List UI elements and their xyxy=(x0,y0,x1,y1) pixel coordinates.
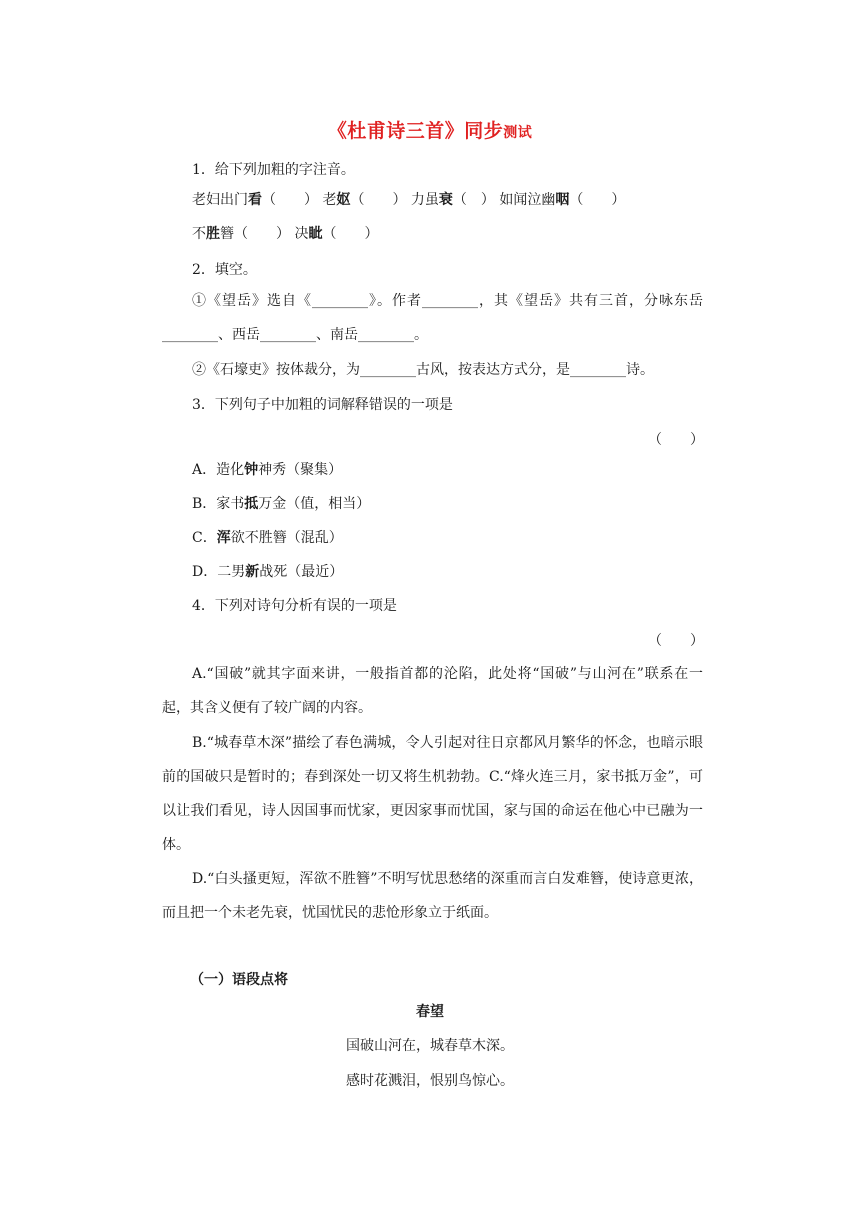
q1-item-6: 决眦（ ） xyxy=(294,226,379,242)
q1-item-2: 老妪（ ） xyxy=(322,192,407,208)
q3-option-c: C．浑欲不胜簪（混乱） xyxy=(192,530,343,546)
q1-row2 xyxy=(192,224,378,244)
q1-heading: 1．给下列加粗的字注音。 xyxy=(192,162,355,178)
page-title xyxy=(0,116,860,143)
q4-option-a: A.“国破”就其字面来讲，一般指首都的沦陷，此处将“国破”与山河在”联系在一起，其含义便有了较广阔的内容。 xyxy=(162,666,703,716)
q1-item-5: 不胜簪（ ） xyxy=(192,226,290,242)
title-suffix: 测试 xyxy=(503,125,533,141)
poem-title: 春望 xyxy=(416,1004,444,1020)
q3-answer-paren: （ ） xyxy=(648,432,704,448)
q1-item-1: 老妇出门看（ ） xyxy=(192,192,318,208)
q2-heading: 2．填空。 xyxy=(192,262,257,278)
q3-heading: 3．下列句子中加粗的词解释错误的一项是 xyxy=(192,397,453,413)
q3-option-b: B．家书抵万金（值，相当） xyxy=(192,496,371,512)
q2-item-1: ①《望岳》选自《________》。作者________，其《望岳》共有三首，分咏东岳________、西岳________、南岳________。 xyxy=(162,293,703,343)
q3-option-a: A．造化钟神秀（聚集） xyxy=(192,462,343,478)
q1-item-4: 如闻泣幽咽（ ） xyxy=(499,192,626,208)
q1-item-3: 力虽衰（ ） xyxy=(410,192,495,208)
q4-option-d: D.“白头搔更短，浑欲不胜簪”不明写忧思愁绪的深重而言白发难簪，使诗意更浓，而且把一个未老先衰，忧国忧民的悲怆形象立于纸面。 xyxy=(162,871,703,921)
q3-option-d: D．二男新战死（最近） xyxy=(192,564,344,580)
q2-item-2: ②《石壕吏》按体裁分，为________古风，按表达方式分，是________诗。 xyxy=(192,362,654,378)
q4-answer-paren: （ ） xyxy=(648,633,704,649)
q4-heading: 4．下列对诗句分析有误的一项是 xyxy=(192,598,397,614)
q1-row1 xyxy=(192,190,625,210)
poem-line-1: 国破山河在，城春草木深。 xyxy=(346,1038,514,1054)
q4-option-b-c: B.“城春草木深”描绘了春色满城，令人引起对往日京都风月繁华的怀念，也暗示眼前的国破只是暂时的；春到深处一切又将生机勃勃。C.“烽火连三月，家书抵万金”，可以让我们看见，诗人因国事而忧家，更因家事而忧国，家与国的命运在他心中已融为一体。 xyxy=(162,735,703,853)
poem-line-2: 感时花溅泪，恨别鸟惊心。 xyxy=(346,1073,514,1089)
title-main: 《杜甫诗三首》同步 xyxy=(327,120,504,142)
section-heading: （一）语段点将 xyxy=(190,972,288,988)
